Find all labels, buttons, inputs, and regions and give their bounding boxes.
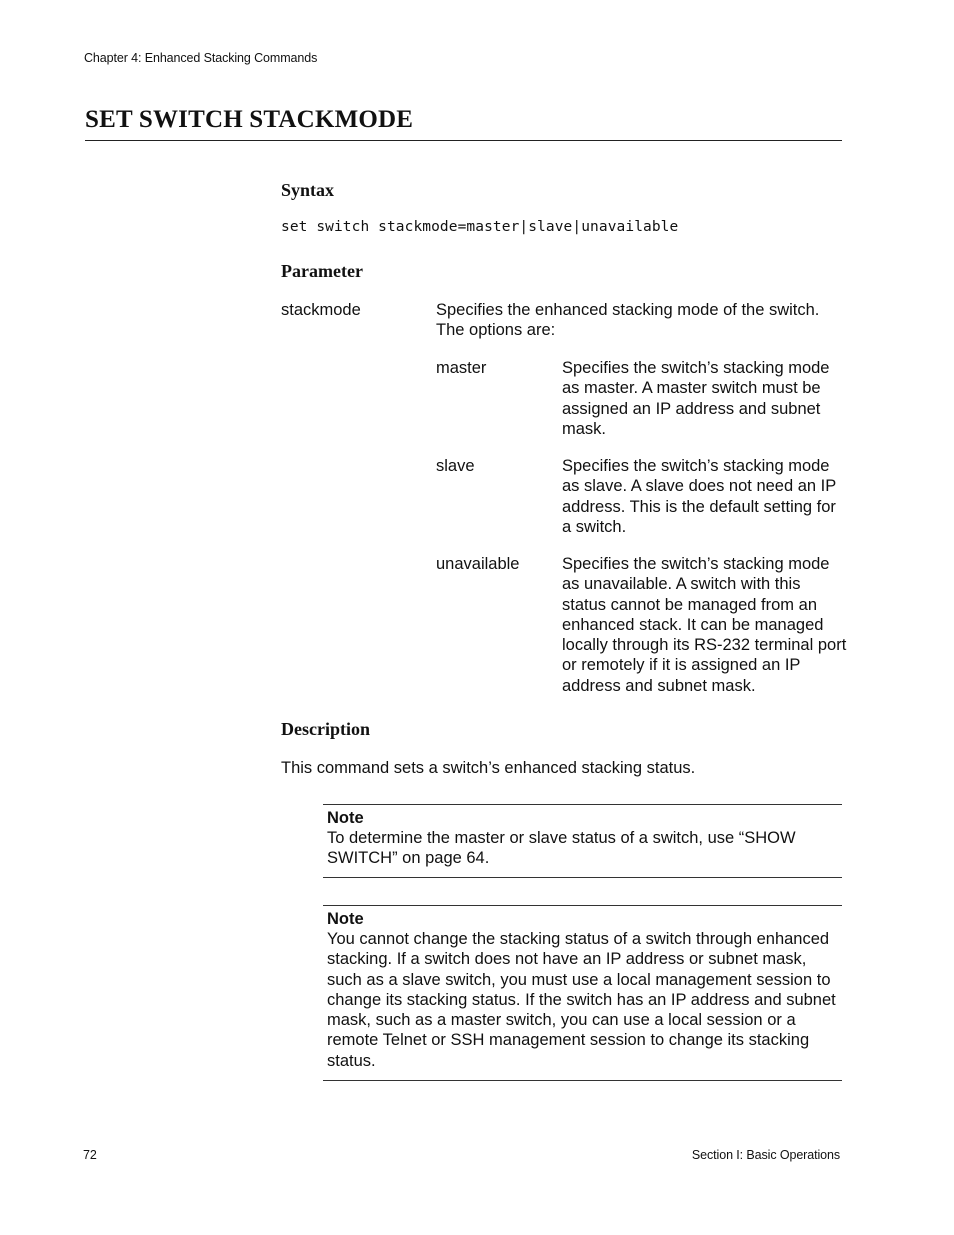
option-name-slave: slave — [436, 457, 475, 475]
title-rule — [85, 140, 842, 141]
parameter-heading: Parameter — [281, 261, 363, 281]
option-name-unavailable: unavailable — [436, 555, 520, 573]
option-description-unavailable: Specifies the switch’s stacking mode as unavailable. A switch with this status cannot be managed from an enhanced stack. It can be managed locally through its RS-232 terminal port or remotely if it is assigned an IP address and subnet mask. — [562, 555, 847, 695]
page-number: 72 — [83, 1148, 97, 1162]
page-title: SET SWITCH STACKMODE — [85, 106, 414, 133]
option-description-master: Specifies the switch’s stacking mode as master. A master switch must be assigned an IP address and subnet mask. — [562, 359, 830, 438]
running-footer-section: Section I: Basic Operations — [691, 1148, 840, 1162]
description-heading: Description — [281, 719, 370, 739]
parameter-description: Specifies the enhanced stacking mode of the switch. The options are: — [436, 301, 820, 340]
syntax-heading: Syntax — [281, 180, 335, 200]
parameter-name: stackmode — [281, 301, 361, 319]
running-header: Chapter 4: Enhanced Stacking Commands — [84, 51, 318, 65]
note-text: To determine the master or slave status of a switch, use “SHOW SWITCH” on page 64. — [327, 829, 796, 868]
note-box — [323, 804, 842, 878]
note-title: Note — [327, 910, 364, 928]
note-box — [323, 905, 842, 1081]
syntax-command: set switch stackmode=master|slave|unavailable — [281, 219, 679, 235]
note-text: You cannot change the stacking status of a switch through enhanced stacking. If a switch does not have an IP address or subnet mask, such as a slave switch, you must use a local management session to change its stacking status. If the switch has an IP address and subnet mask, such as a master switch, you can use a local session or a remote Telnet or SSH management session to change its stacking status. — [327, 930, 836, 1070]
option-name-master: master — [436, 359, 487, 377]
note-title: Note — [327, 809, 364, 827]
option-description-slave: Specifies the switch’s stacking mode as slave. A slave does not need an IP address. This is the default setting for a switch. — [562, 457, 836, 536]
description-text: This command sets a switch’s enhanced stacking status. — [281, 759, 696, 777]
